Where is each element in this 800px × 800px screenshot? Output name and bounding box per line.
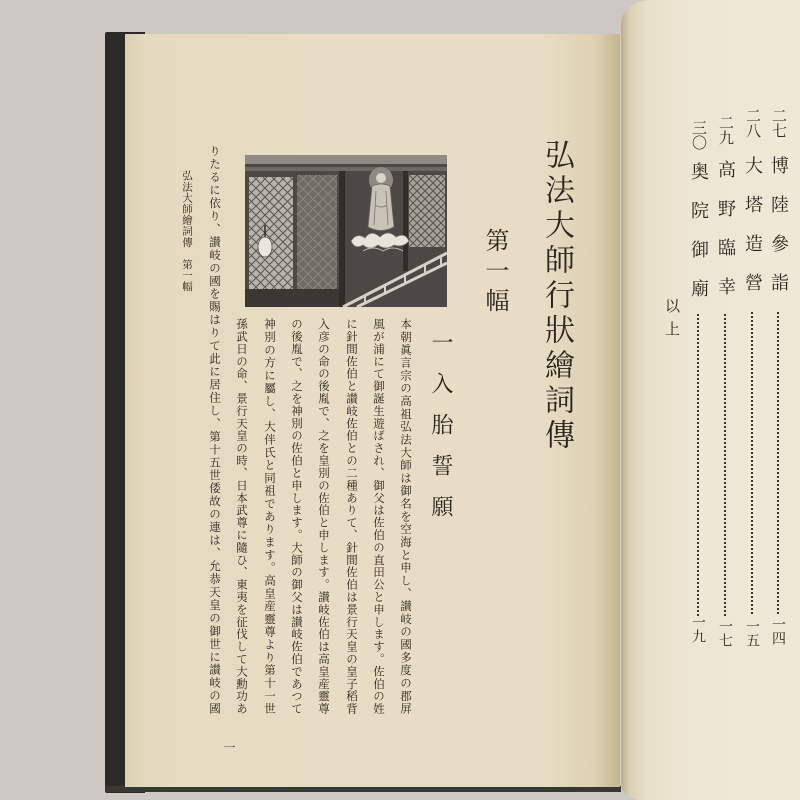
lantern <box>258 237 272 257</box>
body-column: 孫武日の命、景行天皇の時、日本武尊に隨ひ、東夷を征伐して大勳功あ <box>235 318 249 714</box>
pillar <box>339 171 345 307</box>
toc-title: 奥院御廟 <box>688 162 709 318</box>
toc-leader <box>724 314 726 616</box>
toc-leader <box>697 314 699 616</box>
section-heading: 一入胎誓願 <box>428 331 453 536</box>
toc-number: 二七 <box>770 108 788 138</box>
body-column: 神別の方に屬し、大伴氏と同祖であります。高皇産靈尊より第十一世 <box>263 318 277 714</box>
illustration-drawing <box>245 155 447 307</box>
body-column: 風が浦にて御誕生遊ばされ、御父は佐伯の直田公と申します。佐伯の姓 <box>372 318 386 714</box>
roof-beam <box>245 167 447 171</box>
floor <box>245 289 339 307</box>
roof-beam <box>245 155 447 164</box>
body-column: に針間佐伯と讃岐佐伯との二種ありて、針間佐伯は景行天皇の皇子稻背 <box>345 318 359 714</box>
page-number: 一 <box>222 741 236 753</box>
book-title: 弘法大師行狀繪詞傳 <box>539 139 574 454</box>
toc-page-number: 一五 <box>744 619 760 647</box>
body-column: 入彦の命の後胤で、之を皇別の佐伯と申します。讃岐佐伯は高皇産靈尊 <box>317 318 331 714</box>
toc-number: 二八 <box>744 108 762 138</box>
illustration <box>245 155 447 307</box>
toc-page-number: 一四 <box>770 617 786 645</box>
body-column: りたるに依り、讃岐の國を賜はりて此に居住し、第十五世倭故の連は、允恭天皇の御世に讃岐の國 <box>208 145 222 714</box>
toc-number: 二九 <box>717 115 735 145</box>
toc-end-mark: 以上 <box>663 298 681 344</box>
figure-head <box>376 173 386 183</box>
toc-title: 高野臨幸 <box>715 160 736 316</box>
toc-title: 博陸參詣 <box>768 156 789 312</box>
toc-number: 三〇 <box>690 120 708 150</box>
body-column: の後胤で、之を神別の佐伯と申します。大師の御父は讃岐佐伯であつて <box>290 318 304 714</box>
pillar <box>403 171 408 271</box>
chapter-heading: 第一幅 <box>481 228 509 318</box>
toc-page-number: 一九 <box>690 615 706 643</box>
body-column: 本朝眞言宗の高祖弘法大師は御名を空海と申し、讃岐の國多度の郡屏 <box>399 318 413 714</box>
toc-title: 大塔造營 <box>742 156 763 312</box>
toc-leader <box>751 312 753 614</box>
toc-page-number: 一七 <box>717 619 733 647</box>
running-header: 弘法大師繪詞傳 第一幅 <box>181 170 193 293</box>
toc-leader <box>777 312 779 614</box>
